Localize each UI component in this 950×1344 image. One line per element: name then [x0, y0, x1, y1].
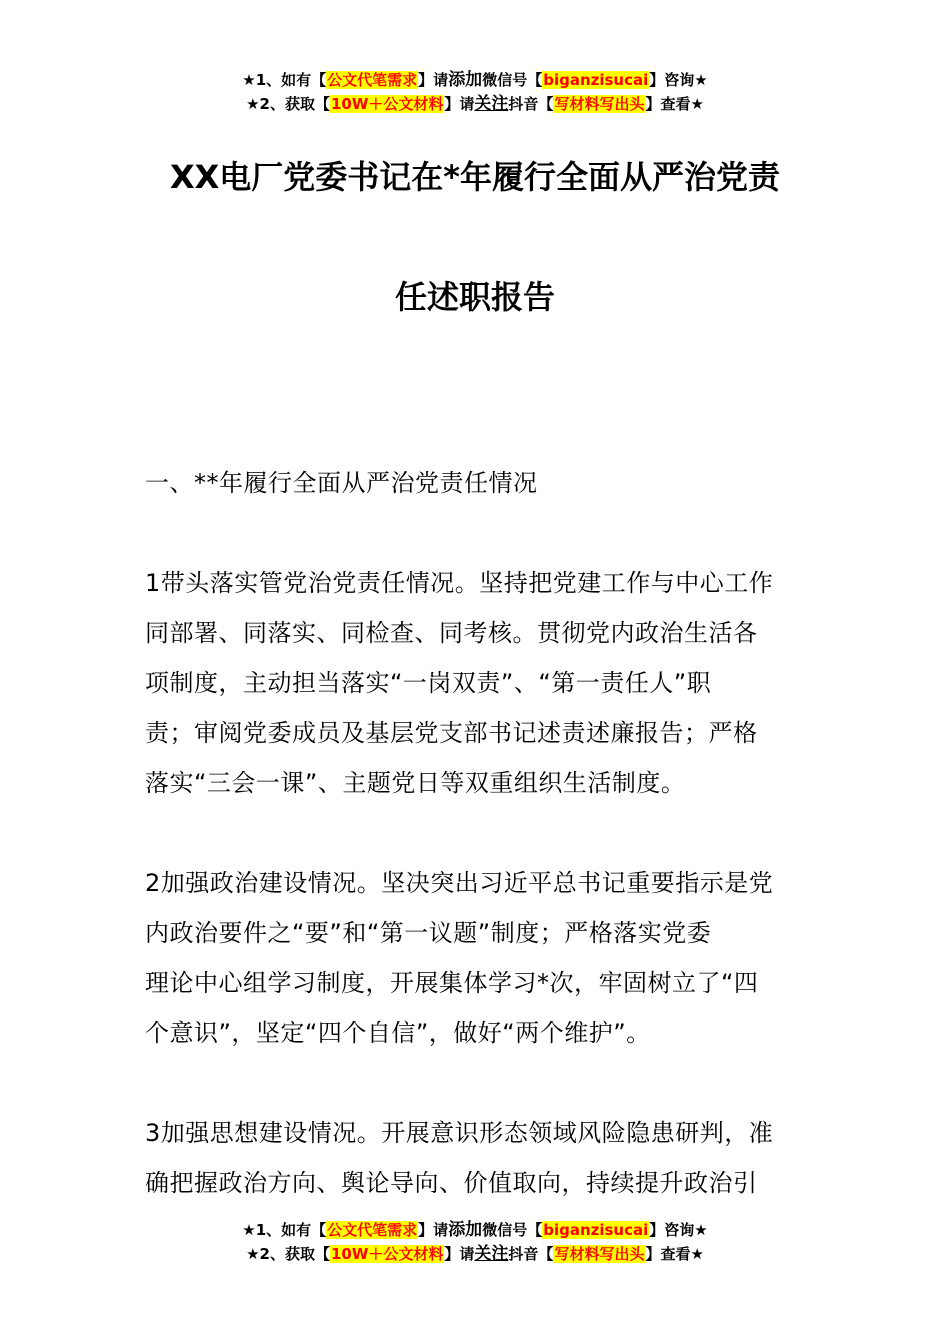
banner-line-1 — [0, 1218, 950, 1242]
banner-text: 】咨询★ — [649, 1221, 708, 1239]
douyin-id: 写材料写出头 — [554, 95, 645, 113]
emphasis-text: 添加 — [448, 70, 483, 90]
banner-text: 】查看★ — [645, 95, 704, 113]
document-title-line-1: XX电厂党委书记在*年履行全面从严治党责 — [169, 158, 781, 196]
banner-text: 抖音【 — [508, 95, 554, 113]
banner-text: 】咨询★ — [649, 71, 708, 89]
banner-text: 微信号【 — [482, 71, 543, 89]
paragraph-line: 确把握政治方向、舆论导向、价值取向，持续提升政治引 — [145, 1169, 758, 1197]
banner-text: ★1、如有【 — [242, 1221, 327, 1239]
highlight-text: 10W＋公文材料 — [330, 1245, 444, 1263]
banner-text: 】查看★ — [645, 1245, 704, 1263]
banner-text: ★2、获取【 — [246, 1245, 330, 1263]
paragraph-line: 责；审阅党委成员及基层党支部书记述责述廉报告；严格 — [145, 719, 758, 747]
banner-text: 】请 — [444, 1245, 475, 1263]
banner-line-1 — [0, 68, 950, 92]
banner-text: 抖音【 — [508, 1245, 554, 1263]
bottom-banner — [0, 1218, 950, 1266]
banner-text: 】请 — [418, 71, 449, 89]
paragraph-line: 3加强思想建设情况。开展意识形态领域风险隐患研判，准 — [145, 1119, 774, 1147]
emphasis-text: 添加 — [448, 1220, 483, 1240]
highlight-text: 公文代笔需求 — [327, 71, 418, 89]
top-banner — [0, 68, 950, 116]
emphasis-text: 关注 — [474, 1244, 509, 1264]
banner-line-2 — [0, 92, 950, 116]
paragraph-line: 同部署、同落实、同检查、同考核。贯彻党内政治生活各 — [145, 619, 758, 647]
banner-text: 】请 — [444, 95, 475, 113]
highlight-text: 公文代笔需求 — [327, 1221, 418, 1239]
paragraph-line: 2加强政治建设情况。坚决突出习近平总书记重要指示是党 — [145, 869, 774, 897]
paragraph-line: 内政治要件之“要”和“第一议题”制度；严格落实党委 — [145, 919, 712, 947]
section-heading: 一、**年履行全面从严治党责任情况 — [145, 469, 538, 497]
paragraph-line: 落实“三会一课”、主题党日等双重组织生活制度。 — [145, 769, 686, 797]
banner-line-2 — [0, 1242, 950, 1266]
banner-text: 】请 — [418, 1221, 449, 1239]
banner-text: ★1、如有【 — [242, 71, 327, 89]
paragraph-line: 理论中心组学习制度，开展集体学习*次，牢固树立了“四 — [145, 969, 759, 997]
emphasis-text: 关注 — [474, 94, 509, 114]
paragraph-line: 个意识”，坚定“四个自信”，做好“两个维护”。 — [145, 1019, 651, 1047]
wechat-id: biganzisucai — [543, 71, 649, 89]
paragraph-line: 1带头落实管党治党责任情况。坚持把党建工作与中心工作 — [145, 569, 774, 597]
banner-text: ★2、获取【 — [246, 95, 330, 113]
highlight-text: 10W＋公文材料 — [330, 95, 444, 113]
document-title-line-2: 任述职报告 — [394, 278, 555, 316]
banner-text: 微信号【 — [482, 1221, 543, 1239]
document-body — [145, 458, 810, 1208]
wechat-id: biganzisucai — [543, 1221, 649, 1239]
paragraph-line: 项制度，主动担当落实“一岗双责”、“第一责任人”职 — [145, 669, 712, 697]
douyin-id: 写材料写出头 — [554, 1245, 645, 1263]
